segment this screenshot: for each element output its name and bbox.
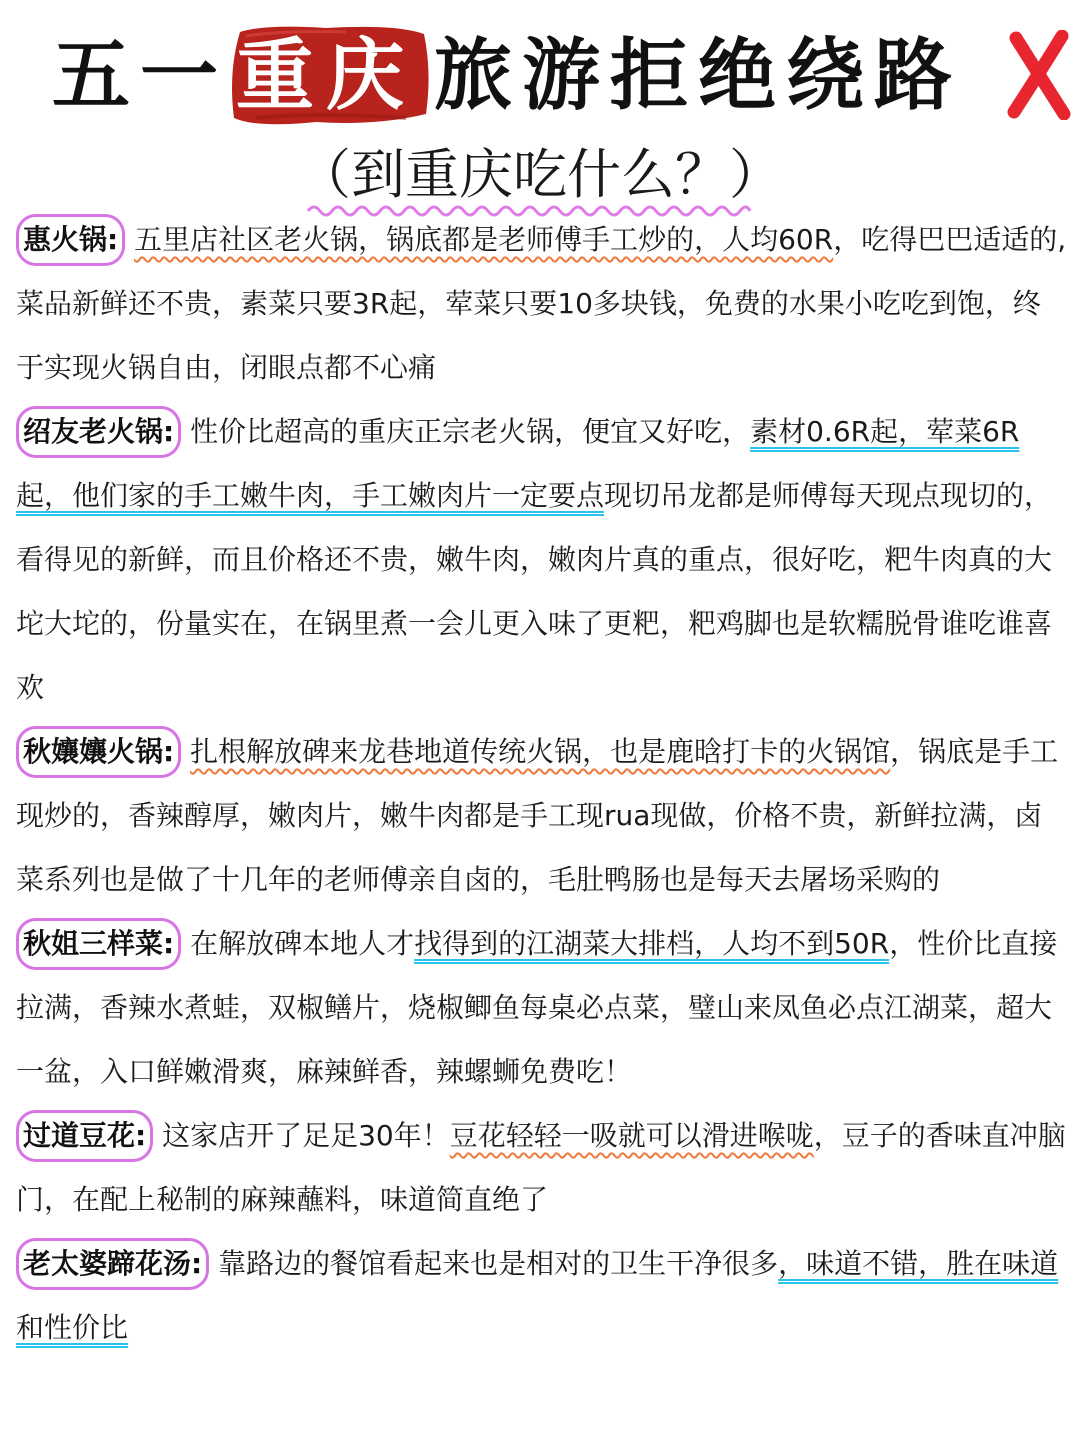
highlighted-text: 找得到的江湖菜大排档，人均不到50R [414,927,890,960]
restaurant-name: 绍友老火锅: [16,406,181,458]
description-text: ，锅底是手工现炒的，香辣醇厚，嫩肉片，嫩牛肉都是手工现rua现做，价格不贵，新鲜拉满，卤菜系列也是做了十几年的老师傅亲自卤的，毛肚鸭肠也是每天去屠场采购的 [16,735,1059,896]
restaurant-entry [16,400,1068,720]
description-text [125,223,134,256]
title-left: 五一 [52,31,229,121]
restaurant-entry [16,912,1068,1104]
title-seal-text: 重庆 [236,31,417,121]
title-banner [0,22,1080,132]
description-text [181,735,190,768]
highlighted-text: 扎根解放碑来龙巷地道传统火锅，也是鹿晗打卡的火锅馆 [190,735,891,768]
restaurant-name: 惠火锅: [16,214,125,266]
description-text: ，豆子的香味直冲脑门，在配上秘制的麻辣蘸料，味道简直绝了 [16,1119,1066,1216]
description-text: 靠路边的餐馆看起来也是相对的卫生干净很多 [209,1247,779,1280]
description-text: ，性价比直接拉满，香辣水煮蛙，双椒鳝片，烧椒鲫鱼每桌必点菜，璧山来凤鱼必点江湖菜，超大一盆，入口鲜嫩滑爽，麻辣鲜香，辣螺蛳免费吃！ [16,927,1058,1088]
highlighted-text: 五里店社区老火锅，锅底都是老师傅手工炒的，人均60R [134,223,834,256]
restaurant-entry [16,1232,1068,1360]
highlighted-text: ，味道不错，胜在味道和性价比 [16,1247,1059,1344]
restaurant-name: 过道豆花: [16,1110,153,1162]
restaurant-entry [16,208,1068,400]
title-right: 旅游拒绝绕路 [434,31,963,121]
description-text: 在解放碑本地人才 [181,927,415,960]
restaurant-list [16,208,1068,1360]
highlighted-text: 豆花轻轻一吸就可以滑进喉咙 [449,1119,814,1152]
restaurant-entry [16,720,1068,912]
highlighted-text: 素材0.6R起，荤菜6R起，他们家的手工嫩牛肉，手工嫩肉片一定要点 [16,415,1020,512]
red-x-mark-icon [1006,30,1072,120]
restaurant-name: 秋姐三样菜: [16,918,181,970]
subtitle: （到重庆吃什么？） [297,143,783,206]
description-text: ，吃得巴巴适适的,菜品新鲜还不贵，素菜只要3R起，荤菜只要10多块钱，免费的水果小吃吃到饱，终于实现火锅自由，闭眼点都不心痛 [16,223,1067,384]
restaurant-entry [16,1104,1068,1232]
restaurant-name: 秋孃孃火锅: [16,726,181,778]
description-text: 现切吊龙都是师傅每天现点现切的，看得见的新鲜，而且价格还不贵，嫩牛肉，嫩肉片真的重点，很好吃，粑牛肉真的大坨大坨的，份量实在，在锅里煮一会儿更入味了更粑，粑鸡脚也是软糯脱骨谁吃谁喜欢 [16,479,1053,704]
restaurant-name: 老太婆蹄花汤: [16,1238,209,1290]
description-text: 这家店开了足足30年！ [153,1119,450,1152]
description-text: 性价比超高的重庆正宗老火锅，便宜又好吃， [181,415,751,448]
